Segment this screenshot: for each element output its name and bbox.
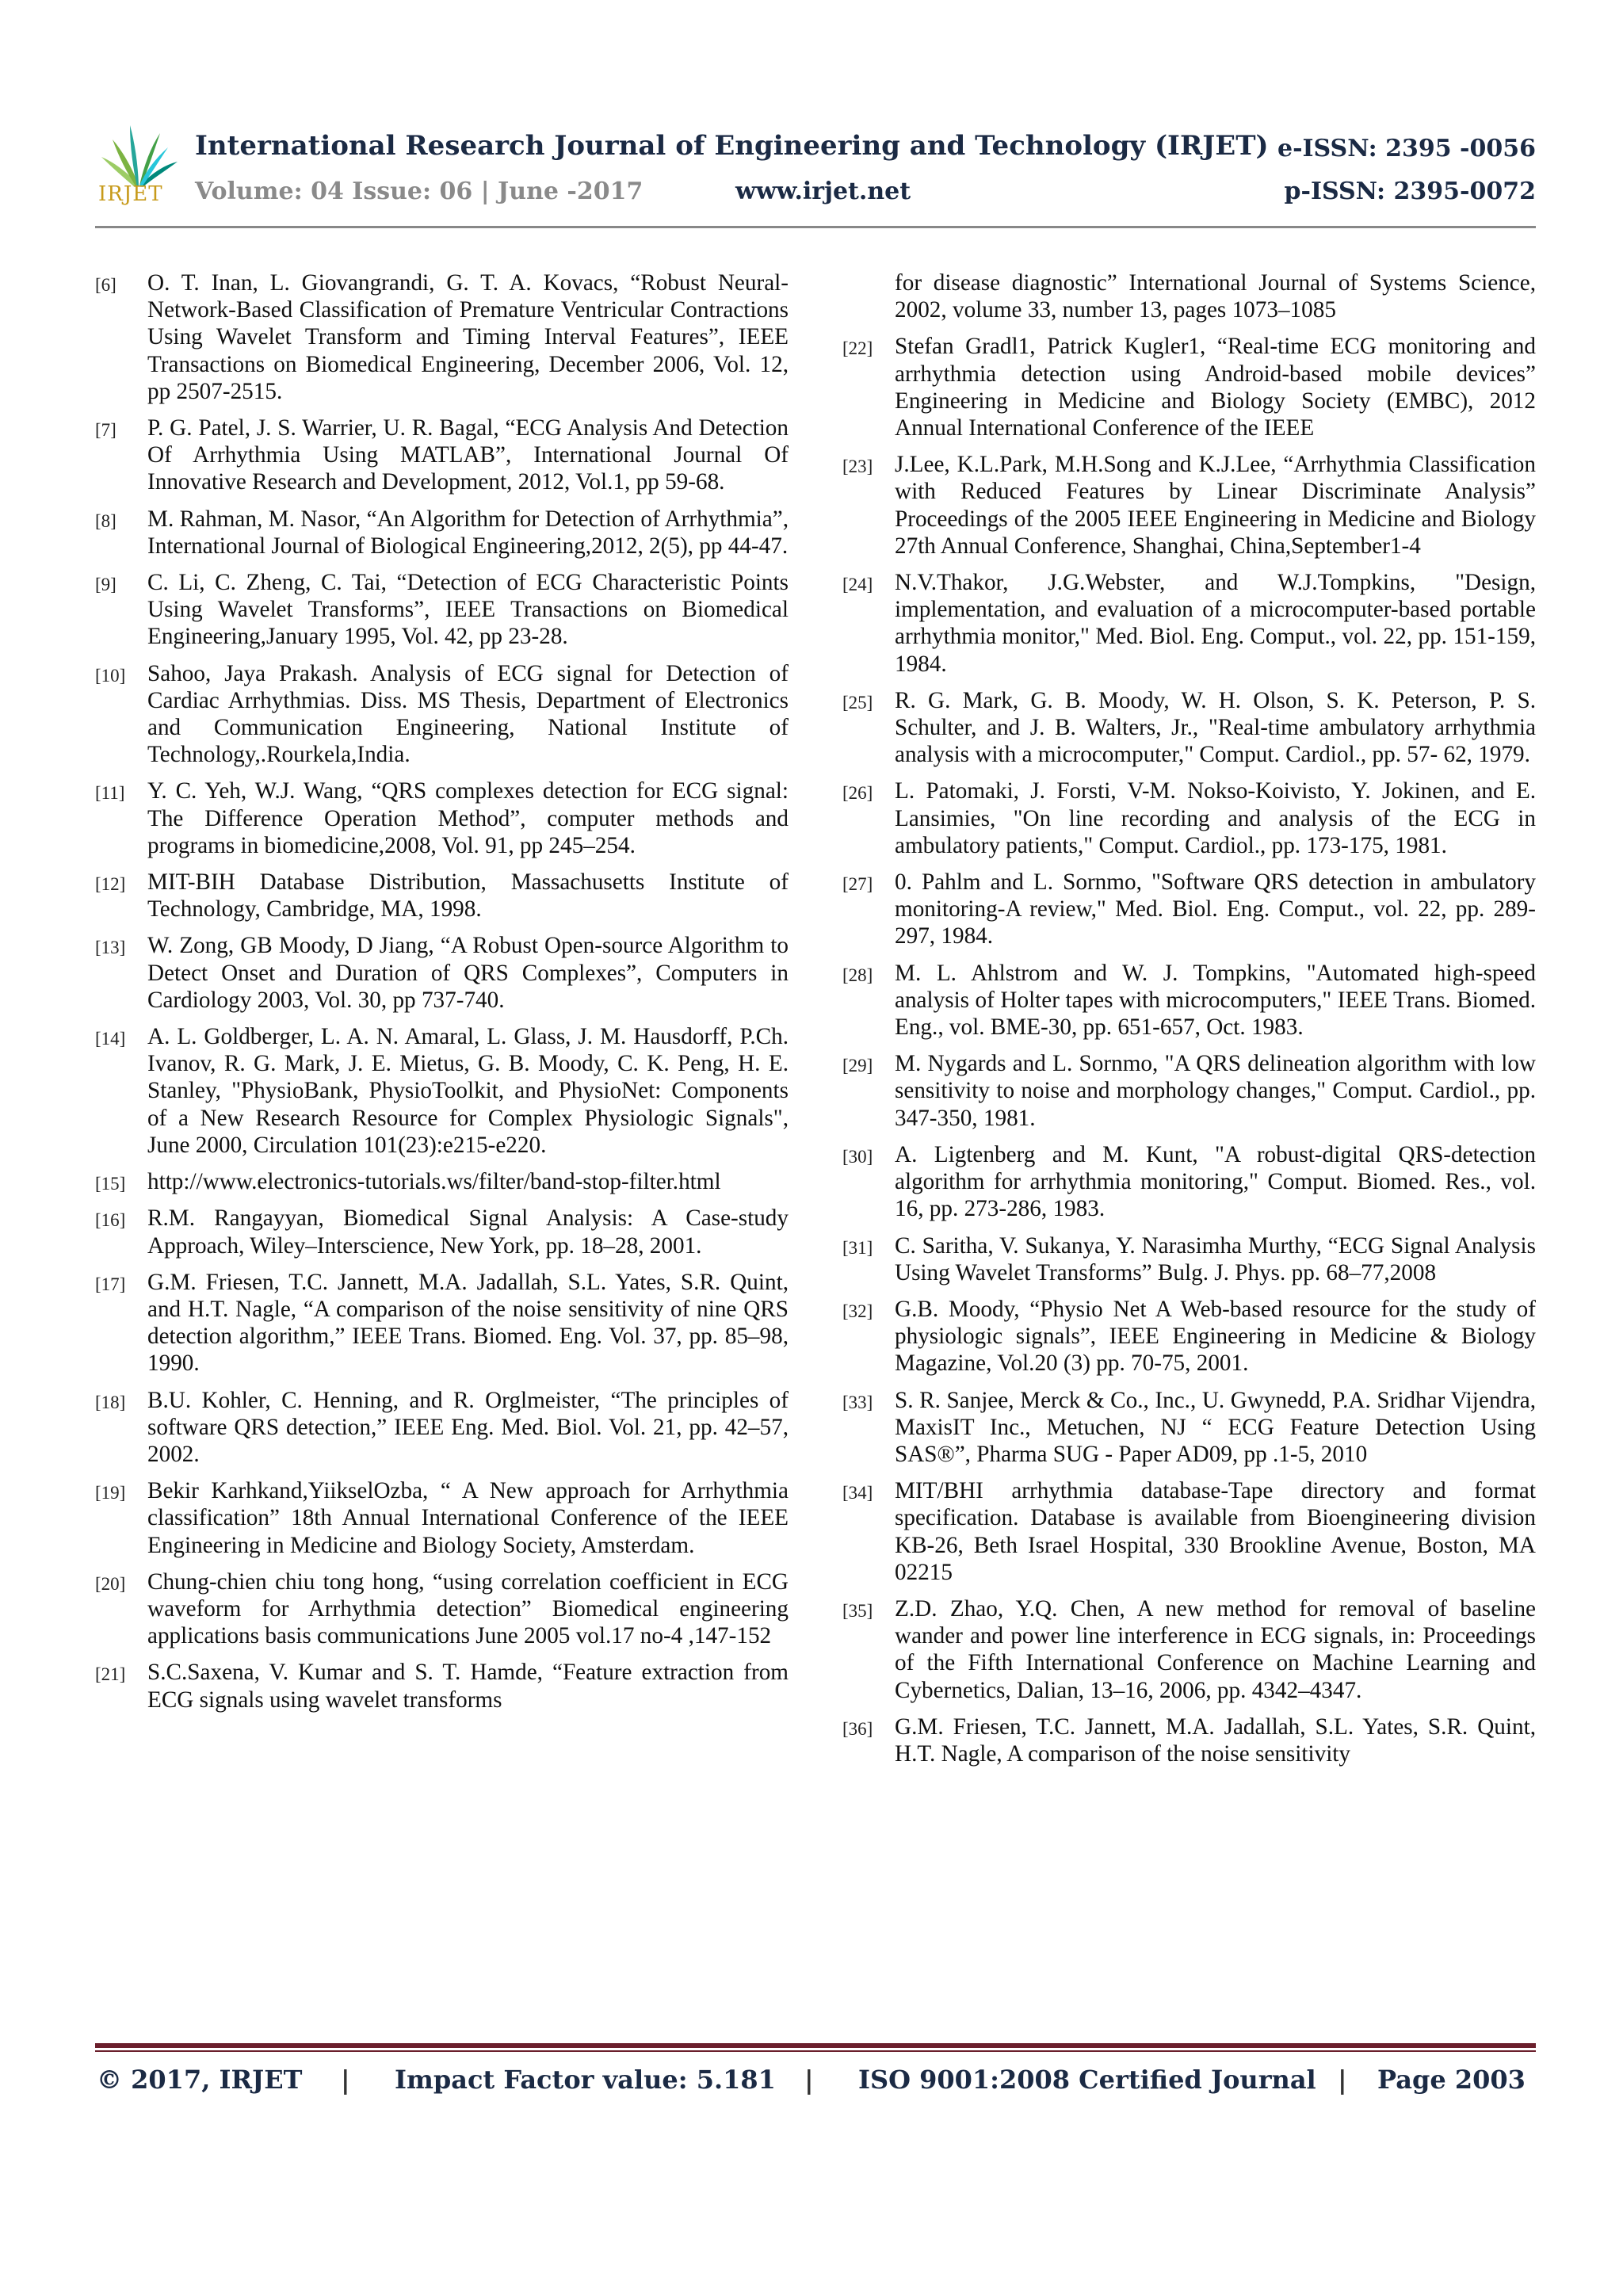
reference-text: M. Nygards and L. Sornmo, "A QRS delineation algorithm with low sensitivity to noise and morphology changes," Comput. Cardiol., pp. 347-350, 1981. <box>895 1051 1536 1131</box>
footer-separator: | <box>1338 2065 1347 2095</box>
footer-page-number: Page 2003 <box>1377 2065 1526 2095</box>
reference-number: [21] <box>95 1664 126 1685</box>
reference-number: [34] <box>842 1483 873 1503</box>
reference-text: L. Patomaki, J. Forsti, V-M. Nokso-Koivisto, Y. Jokinen, and E. Lansimies, "On line recording and analysis of the ECG in ambulatory patients," Comput. Cardiol., pp. 173-175, 1981. <box>895 778 1536 858</box>
reference-text: 0. Pahlm and L. Sornmo, "Software QRS detection in ambulatory monitoring-A review," Med. Biol. Eng. Comput., vol. 22, pp. 289-297, 1984. <box>895 869 1536 949</box>
header-divider <box>95 226 1536 228</box>
reference-item <box>842 1050 1536 1132</box>
page-header <box>95 116 1536 227</box>
reference-text: MIT/BHI arrhythmia database-Tape directory and format specification. Database is available from Bioengineering division KB-26, Beth Israel Hospital, 330 Brookline Avenue, Boston, MA 02215 <box>895 1478 1536 1585</box>
references-right-column <box>842 269 1536 1777</box>
reference-item <box>95 660 789 769</box>
reference-text: G.B. Moody, “Physio Net A Web-based resource for the study of physiologic signals”, IEEE Engineering in Medicine & Biology Magazine, Vol.20 (3) pp. 70-75, 2001. <box>895 1296 1536 1377</box>
reference-item <box>842 1141 1536 1223</box>
footer-divider <box>95 2043 1536 2048</box>
reference-number: [32] <box>842 1301 873 1321</box>
reference-number: [8] <box>95 510 116 531</box>
reference-number: [35] <box>842 1600 873 1621</box>
reference-text: M. Rahman, M. Nasor, “An Algorithm for Detection of Arrhythmia”, International Journal of Biological Engineering,2012, 2(5), pp 44-47. <box>147 506 789 559</box>
reference-number: [23] <box>842 457 873 477</box>
reference-text: Z.D. Zhao, Y.Q. Chen, A new method for removal of baseline wander and power line interference in ECG signals, in: Proceedings of the Fifth International Conference on Machine Learning and Cybernetics, Dalian, 13–16, 2006, pp. 4342–4347. <box>895 1595 1536 1703</box>
reference-item <box>842 777 1536 859</box>
reference-item <box>95 269 789 405</box>
reference-item <box>842 1713 1536 1767</box>
reference-item <box>95 506 789 560</box>
reference-item <box>842 1477 1536 1586</box>
reference-number: [7] <box>95 420 116 441</box>
reference-text: Y. C. Yeh, W.J. Wang, “QRS complexes detection for ECG signal: The Difference Operation Method”, computer methods and programs in biomedicine,2008, Vol. 91, pp 245–254. <box>147 778 789 858</box>
reference-text: C. Li, C. Zheng, C. Tai, “Detection of ECG Characteristic Points Using Wavelet Transforms”, IEEE Transactions on Biomedical Engineering,January 1995, Vol. 42, pp 23-28. <box>147 570 789 650</box>
reference-number: [10] <box>95 665 126 686</box>
reference-number: [6] <box>95 275 116 295</box>
reference-text: R. G. Mark, G. B. Moody, W. H. Olson, S. K. Peterson, P. S. Schulter, and J. B. Walters, Jr., "Real-time ambulatory arrhythmia analysis with a microcomputer," Comput. Cardiol., pp. 57- 62, 1979. <box>895 687 1536 768</box>
journal-title: International Research Journal of Engineering and Technology (IRJET) <box>195 130 1269 162</box>
footer-divider-thin <box>95 2050 1536 2052</box>
reference-item <box>842 333 1536 441</box>
reference-text: S.C.Saxena, V. Kumar and S. T. Hamde, “Feature extraction from ECG signals using wavelet transforms <box>147 1660 789 1713</box>
reference-text: M. L. Ahlstrom and W. J. Tompkins, "Automated high-speed analysis of Holter tapes with microcomputers," IEEE Trans. Biomed. Eng., vol. BME-30, pp. 651-657, Oct. 1983. <box>895 960 1536 1041</box>
reference-item <box>95 1269 789 1377</box>
reference-item <box>95 932 789 1014</box>
reference-number: [27] <box>842 874 873 895</box>
reference-continuation: for disease diagnostic” International Journal of Systems Science, 2002, volume 33, number 13, pages 1073–1085 <box>895 270 1536 323</box>
reference-number: [36] <box>842 1718 873 1739</box>
reference-text: Chung-chien chiu tong hong, “using correlation coefficient in ECG waveform for Arrhythmia detection” Biomedical engineering applications basis communications June 2005 vol.17 no-4 ,147-152 <box>147 1568 789 1649</box>
reference-text: B.U. Kohler, C. Henning, and R. Orglmeister, “The principles of software QRS detection,” IEEE Eng. Med. Biol. Vol. 21, pp. 42–57, 2002. <box>147 1387 789 1467</box>
reference-number: [29] <box>842 1056 873 1076</box>
reference-number: [14] <box>95 1029 126 1049</box>
reference-text: Sahoo, Jaya Prakash. Analysis of ECG signal for Detection of Cardiac Arrhythmias. Diss. MS Thesis, Department of Electronics and Communication Engineering, National Institute of Technology,.Rourkela,India. <box>147 660 789 768</box>
reference-text: S. R. Sanjee, Merck & Co., Inc., U. Gwynedd, P.A. Sridhar Vijendra, MaxisIT Inc., Metuchen, NJ “ ECG Feature Detection Using SAS®”, Pharma SUG - Paper AD09, pp .1-5, 2010 <box>895 1387 1536 1467</box>
reference-number: [15] <box>95 1174 126 1194</box>
reference-number: [13] <box>95 938 126 958</box>
reference-text: O. T. Inan, L. Giovangrandi, G. T. A. Kovacs, “Robust Neural-Network-Based Classification of Premature Ventricular Contractions Using Wavelet Transform and Timing Interval Features”, IEEE Transactions on Biomedical Engineering, December 2006, Vol. 12, pp 2507-2515. <box>147 270 789 404</box>
reference-item <box>95 1477 789 1559</box>
reference-text: R.M. Rangayyan, Biomedical Signal Analysis: A Case-study Approach, Wiley–Interscience, New York, pp. 18–28, 2001. <box>147 1205 789 1259</box>
reference-item <box>842 1232 1536 1286</box>
reference-text: Bekir Karhkand,YiikselOzba, “ A New approach for Arrhythmia classification” 18th Annual International Conference of the IEEE Engineering in Medicine and Biology Society, Amsterdam. <box>147 1478 789 1558</box>
reference-number: [11] <box>95 783 125 804</box>
reference-number: [18] <box>95 1392 126 1412</box>
reference-number: [19] <box>95 1483 126 1503</box>
reference-item <box>95 1205 789 1259</box>
reference-item <box>842 869 1536 950</box>
reference-number: [9] <box>95 575 116 595</box>
reference-item <box>842 1595 1536 1704</box>
page-footer <box>95 2065 1536 2104</box>
reference-item <box>95 1023 789 1159</box>
reference-item <box>95 1659 789 1713</box>
reference-number: [16] <box>95 1210 126 1231</box>
reference-number: [24] <box>842 575 873 595</box>
reference-number: [17] <box>95 1274 126 1294</box>
reference-number: [26] <box>842 783 873 804</box>
reference-text: Stefan Gradl1, Patrick Kugler1, “Real-time ECG monitoring and arrhythmia detection using Android-based mobile devices” Engineering in Medicine and Biology Society (EMBC), 2012 Annual International Conference of the IEEE <box>895 334 1536 441</box>
footer-copyright: © 2017, IRJET <box>97 2065 303 2095</box>
reference-item <box>95 415 789 496</box>
reference-number: [25] <box>842 692 873 712</box>
reference-text: G.M. Friesen, T.C. Jannett, M.A. Jadallah, S.L. Yates, S.R. Quint, H.T. Nagle, A comparison of the noise sensitivity <box>895 1713 1536 1767</box>
reference-text: W. Zong, GB Moody, D Jiang, “A Robust Open-source Algorithm to Detect Onset and Duration of QRS Complexes”, Computers in Cardiology 2003, Vol. 30, pp 737-740. <box>147 933 789 1013</box>
reference-item <box>95 1568 789 1650</box>
reference-item <box>842 960 1536 1041</box>
reference-item <box>842 1296 1536 1377</box>
reference-text: MIT-BIH Database Distribution, Massachusetts Institute of Technology, Cambridge, MA, 1998. <box>147 869 789 923</box>
reference-text: J.Lee, K.L.Park, M.H.Song and K.J.Lee, “Arrhythmia Classification with Reduced Features by Linear Discriminate Analysis” Proceedings of the 2005 IEEE Engineering in Medicine and Biology 27th Annual Conference, Shanghai, China,September1-4 <box>895 452 1536 559</box>
reference-item <box>842 687 1536 769</box>
journal-website: www.irjet.net <box>735 178 911 205</box>
reference-item <box>95 869 789 923</box>
logo-text: IRJET <box>98 182 163 206</box>
reference-item <box>95 1168 789 1195</box>
reference-text: G.M. Friesen, T.C. Jannett, M.A. Jadallah, S.L. Yates, S.R. Quint, and H.T. Nagle, “A comparison of the noise sensitivity of nine QRS detection algorithm,” IEEE Trans. Biomed. Eng. Vol. 37, pp. 85–98, 1990. <box>147 1269 789 1377</box>
reference-item <box>95 777 789 859</box>
p-issn: p-ISSN: 2395-0072 <box>1284 178 1536 205</box>
footer-impact-factor: Impact Factor value: 5.181 <box>395 2065 776 2095</box>
reference-number: [22] <box>842 338 873 359</box>
reference-text: P. G. Patel, J. S. Warrier, U. R. Bagal, “ECG Analysis And Detection Of Arrhythmia Using MATLAB”, International Journal Of Innovative Research and Development, 2012, Vol.1, pp 59-68. <box>147 415 789 495</box>
footer-separator: | <box>804 2065 814 2095</box>
footer-separator: | <box>341 2065 350 2095</box>
reference-item <box>842 569 1536 678</box>
reference-text: A. L. Goldberger, L. A. N. Amaral, L. Glass, J. M. Hausdorff, P.Ch. Ivanov, R. G. Mark, J. E. Mietus, G. B. Moody, C. K. Peng, H. E. Stanley, "PhysioBank, PhysioToolkit, and PhysioNet: Components of a New Research Resource for Complex Physiologic Signals", June 2000, Circulation 101(23):e215-e220. <box>147 1024 789 1158</box>
reference-text: A. Ligtenberg and M. Kunt, "A robust-digital QRS-detection algorithm for arrhythmia monitoring," Comput. Biomed. Res., vol. 16, pp. 273-286, 1983. <box>895 1141 1536 1222</box>
e-issn: e-ISSN: 2395 -0056 <box>1277 135 1536 162</box>
reference-item <box>95 1387 789 1469</box>
reference-item <box>842 451 1536 560</box>
footer-iso: ISO 9001:2008 Certified Journal <box>858 2065 1316 2095</box>
reference-text: C. Saritha, V. Sukanya, Y. Narasimha Murthy, “ECG Signal Analysis Using Wavelet Transforms” Bulg. J. Phys. pp. 68–77,2008 <box>895 1232 1536 1286</box>
reference-item <box>842 1387 1536 1469</box>
reference-item <box>95 569 789 651</box>
reference-text: N.V.Thakor, J.G.Webster, and W.J.Tompkins, "Design, implementation, and evaluation of a microcomputer-based portable arrhythmia monitor," Med. Biol. Eng. Comput., vol. 22, pp. 151-159, 1984. <box>895 570 1536 677</box>
volume-issue: Volume: 04 Issue: 06 | June -2017 <box>195 178 643 205</box>
reference-number: [12] <box>95 874 126 895</box>
reference-number: [28] <box>842 965 873 985</box>
references-left-column <box>95 269 789 1723</box>
reference-number: [30] <box>842 1146 873 1167</box>
reference-number: [31] <box>842 1237 873 1258</box>
reference-number: [20] <box>95 1573 126 1594</box>
reference-text: http://www.electronics-tutorials.ws/filter/band-stop-filter.html <box>147 1169 721 1195</box>
reference-number: [33] <box>842 1392 873 1412</box>
